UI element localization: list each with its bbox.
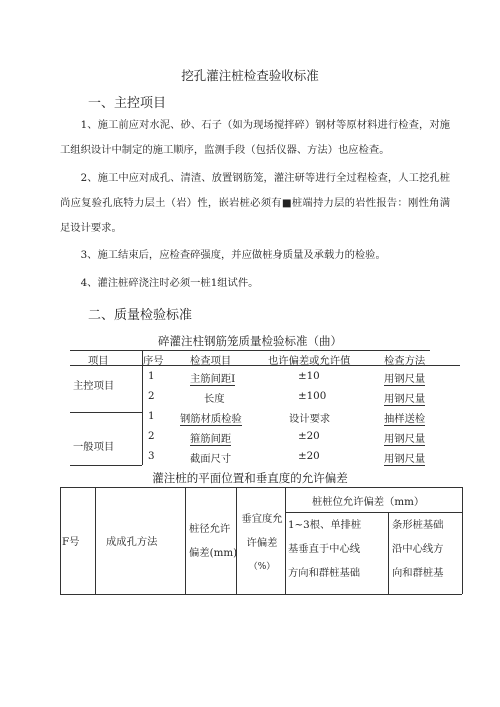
table1-header-project: 项目	[88, 355, 109, 367]
table1-row-method: 用钢尺量	[384, 390, 425, 406]
table2-border-right	[462, 487, 463, 594]
table2-header-diameter: 桩径允许 偏差(mm)	[189, 523, 238, 559]
table1-row-method: 用钢尺量	[384, 370, 425, 386]
page-title: 挖孔灌注桩检查验收标准	[181, 68, 319, 83]
table1-row-item: 主筋间距I	[190, 370, 235, 386]
table1-divider	[142, 350, 143, 465]
table1-row-item: 钢筋材质检验	[180, 410, 242, 426]
table1-row-seq: 1	[148, 410, 155, 422]
table2-divider	[388, 512, 389, 594]
table2-rule-top	[60, 487, 462, 488]
table1-row-tolerance: ±10	[298, 370, 320, 382]
table2-divider	[285, 487, 286, 594]
table1-row-seq: 2	[148, 390, 155, 402]
table1-row-tolerance: 设计要求	[289, 413, 331, 425]
table1-row-item: 长度	[204, 393, 225, 405]
table1-rule-bottom	[70, 465, 142, 466]
table1-row-tolerance: ±20	[298, 450, 320, 462]
table1-header-tolerance: 也许偏差或允许值	[268, 355, 351, 367]
table1-rule-top	[70, 350, 430, 351]
table1-group-main: 主控项目	[73, 380, 115, 392]
paragraph-1: 1、施工前应对水泥、砂、石子（如为现场搅拌碎）钢材等原材料进行检查，对施工组织设计中制定的施工顺序，监测手段（包括仪器、方法）也应检查。	[60, 119, 450, 156]
table1-row-seq: 2	[148, 430, 155, 442]
paragraph-3: 3、施工结束后，应检查碎强度，并应做桩身质量及承载力的检验。	[80, 249, 386, 261]
table1-row-tolerance: ±20	[298, 430, 320, 442]
table2-header-method: 成成孔方法	[106, 536, 158, 548]
table1-rule-group	[70, 412, 142, 413]
paragraph-4: 4、灌注桩碎浇注时必须一桩1组试件。	[80, 277, 259, 289]
table1-row-method: 用钢尺量	[384, 430, 425, 446]
section2-heading: 二、质量检验标准	[88, 308, 193, 323]
table2-caption: 灌注桩的平面位置和垂直度的允许偏差	[152, 471, 348, 485]
table2-divider	[185, 487, 186, 594]
table2-border-left	[60, 487, 61, 594]
table2-header-position: 桩桩位允许偏差（mm）	[312, 496, 425, 508]
table1-row-method: 抽样送检	[384, 410, 425, 426]
table1-row-seq: 3	[148, 450, 155, 462]
table1-row-item: 箍筋间距	[190, 430, 231, 446]
table1-row-seq: 1	[148, 370, 155, 382]
table1-row-method: 用钢尺量	[384, 450, 425, 466]
table2-divider	[95, 487, 96, 594]
table1-header-item: 检查项目	[190, 355, 232, 367]
table1-header-seq: 序号	[143, 355, 164, 367]
paragraph-2: 2、施工中应对成孔、清渣、放置钢筋笼，灌注研等进行全过程检查，人工挖孔桩尚应复验孔底特力层土（岩）性，嵌岩桩必须有■桩端持力层的岩性报告：刚性角满足设计要求。	[60, 172, 450, 234]
table1-row-item: 截面尺寸	[190, 453, 232, 465]
table2-subheader-strip: 条形桩基础 沿中心线方 向和群桩基	[392, 519, 444, 579]
table1-caption: 碎灌注柱钢筋笼质量检验标准（曲）	[158, 334, 342, 348]
table2-header-vertical: 垂宜度允 许偏差 （%）	[241, 513, 283, 572]
table2-header-seq: F号	[62, 536, 80, 548]
table1-group-general: 一般项目	[73, 441, 115, 453]
table2-subheader-single-row: 1~3根、单排桩 基垂直于中心线 方向和群桩基础	[288, 519, 362, 579]
table1-row-tolerance: ±100	[298, 390, 327, 402]
table2-rule-bottom	[60, 594, 462, 595]
table1-header-method: 检查方法	[384, 355, 426, 367]
section1-heading: 一、主控项目	[88, 96, 167, 111]
